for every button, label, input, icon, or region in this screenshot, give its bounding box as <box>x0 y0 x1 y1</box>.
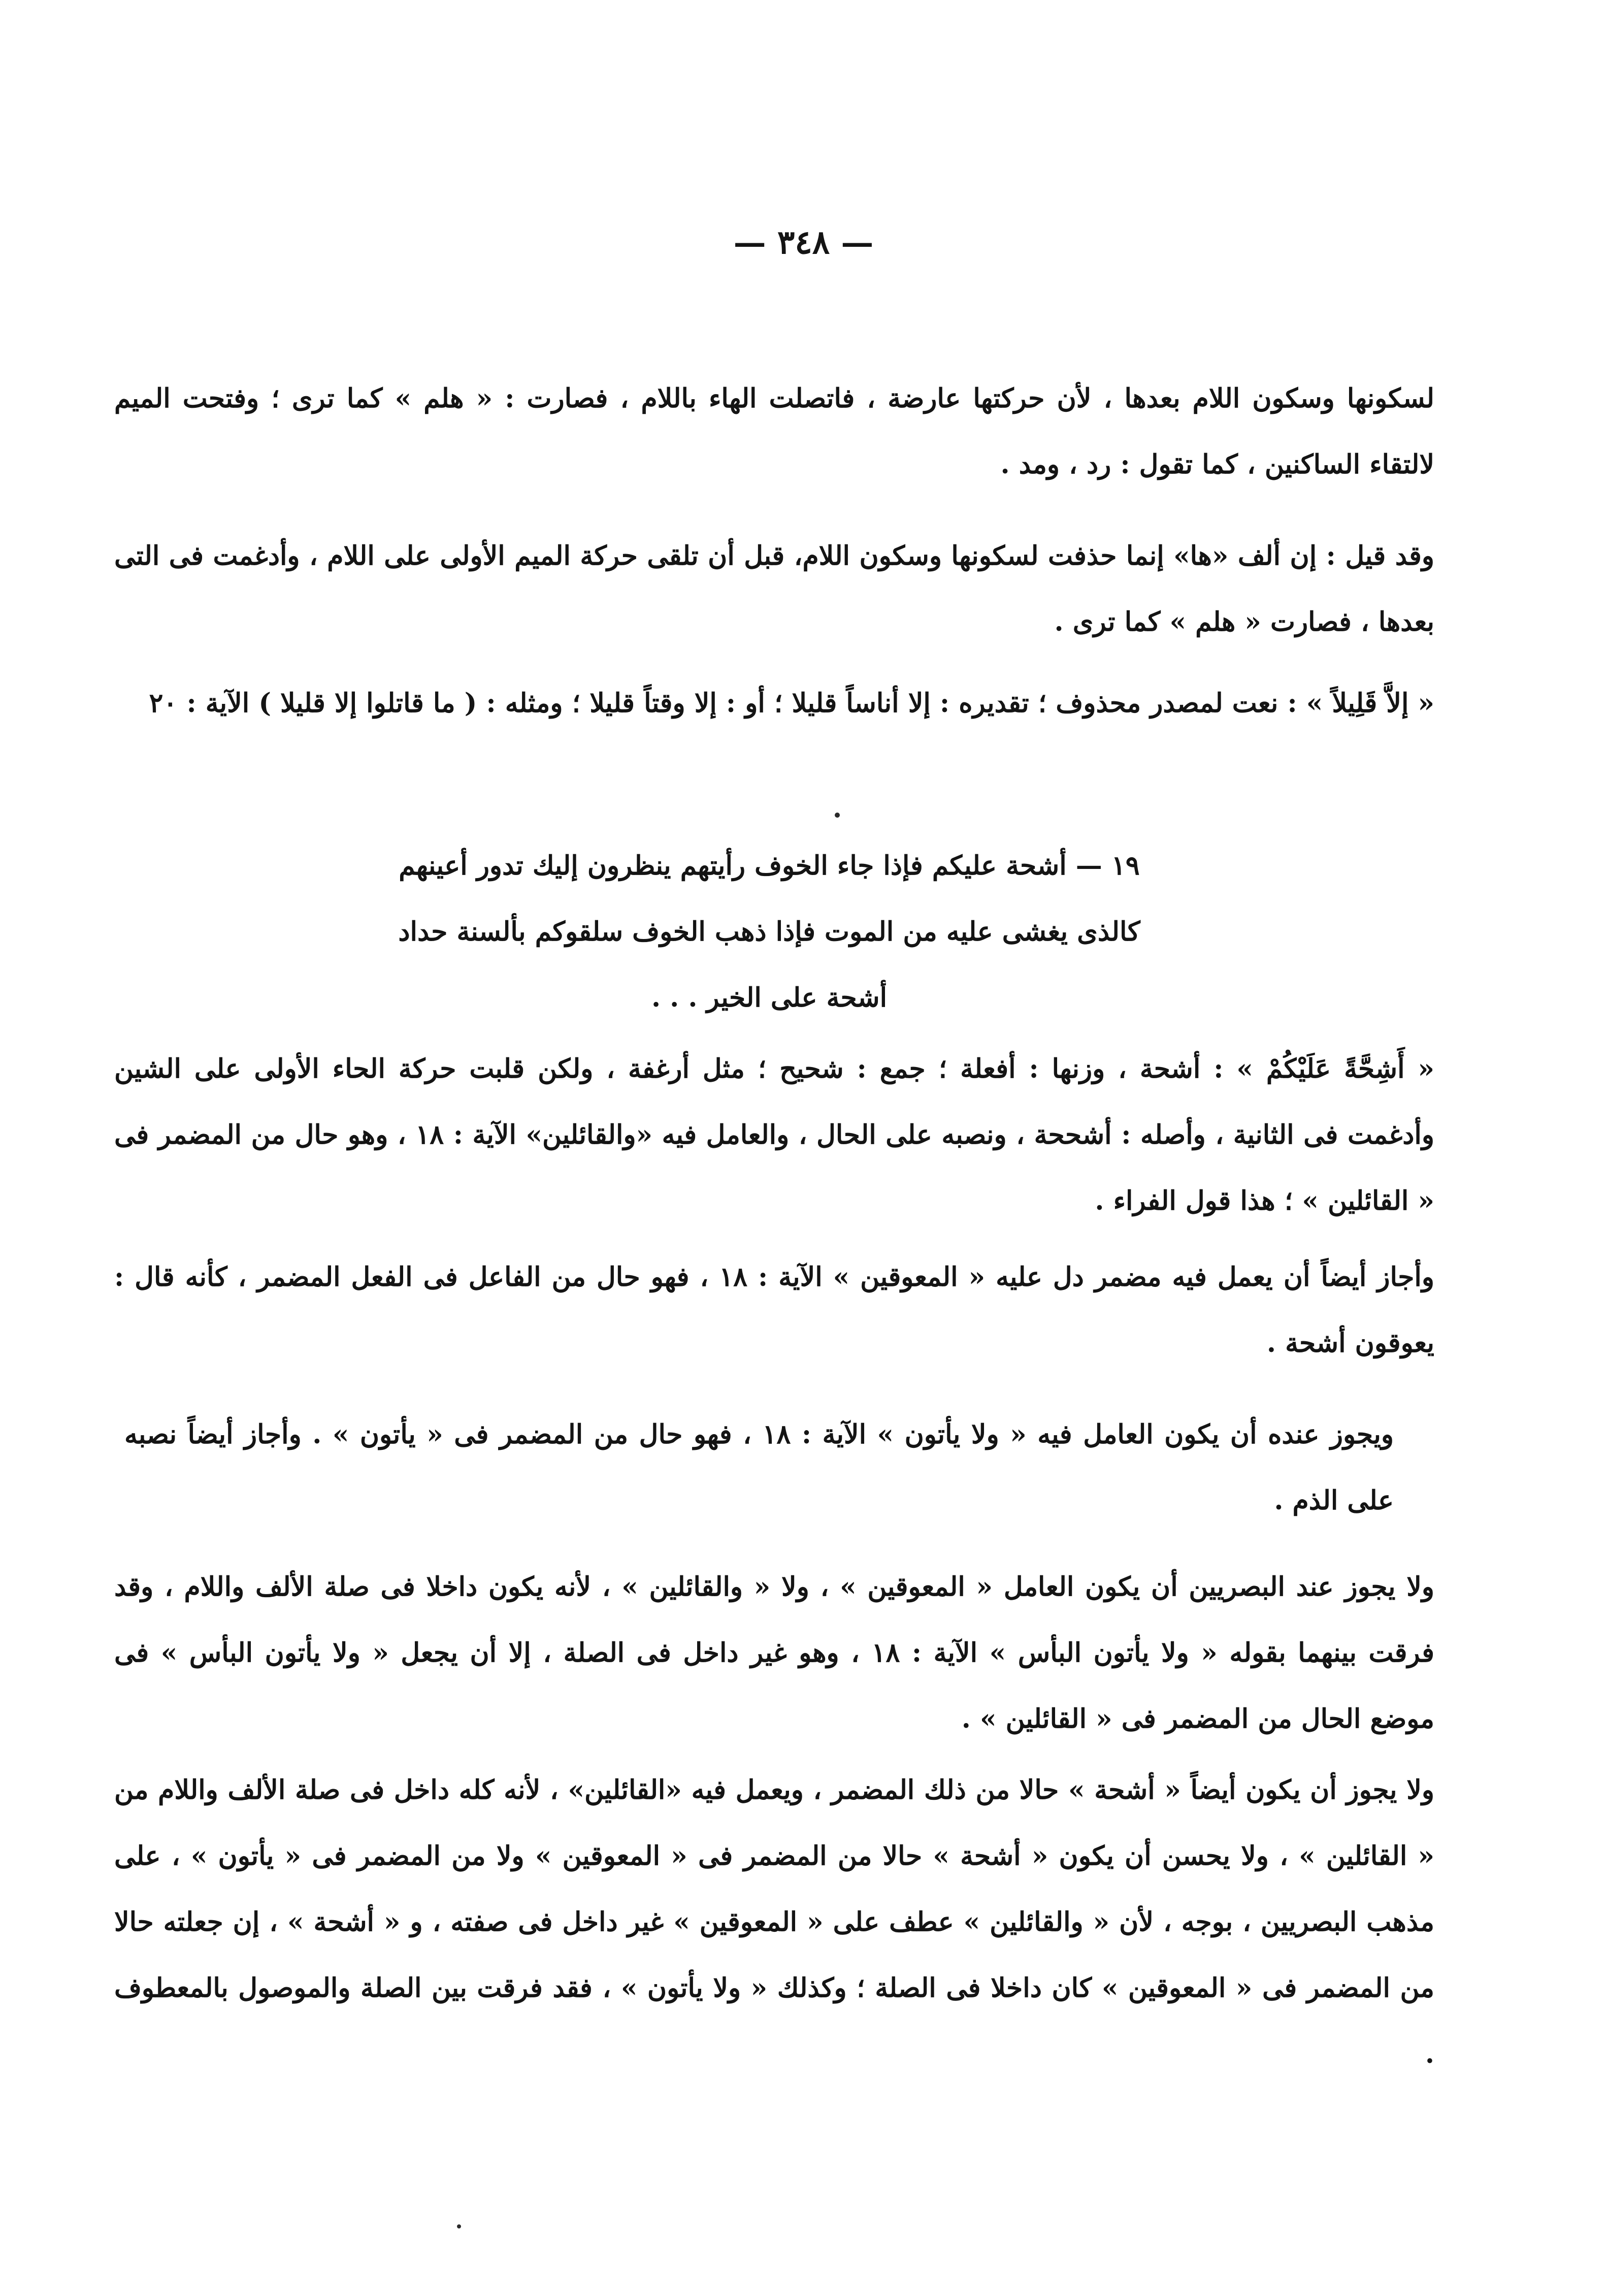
commentary-paragraph-3: ويجوز عنده أن يكون العامل فيه « ولا يأتون » الآية : ١٨ ، فهو حال من المضمر فى « يأتون » . وأجاز أيضاً نصبه على الذم . <box>124 1419 1394 1516</box>
commentary-paragraph-5: ولا يجوز أن يكون أيضاً « أشحة » حالا من ذلك المضمر ، ويعمل فيه «القائلين» ، لأنه كله داخل فى صلة الألف واللام من « القائلين » ، ولا يحسن أن يكون « أشحة » حالا من المضمر فى « المعوقين » ولا من المضمر فى « يأتون » ، على مذهب البصريين ، بوجه ، لأن « والقائلين » عطف على « المعوقين » غير داخل فى صفته ، و « أشحة » ، إن جعلته حالا من المضمر فى « المعوقين » كان داخلا فى الصلة ؛ وكذلك « ولا يأتون » ، فقد فرقت بين الصلة والموصول بالمعطوف . <box>114 1774 1434 2069</box>
paragraph-1: لسكونها وسكون اللام بعدها ، لأن حركتها عارضة ، فاتصلت الهاء باللام ، فصارت : « هلم » كما ترى ؛ وفتحت الميم لالتقاء الساكنين ، كما تقول : رد ، ومد . <box>114 383 1434 480</box>
paragraph-3: « إلاَّ قَلِيلاً » : نعت لمصدر محذوف ؛ تقديره : إلا أناساً قليلا ؛ أو : إلا وقتاً قليلا ؛ ومثله : ( ما قاتلوا إلا قليلا ) الآية : ٢٠ <box>149 688 1434 719</box>
paragraph-2: وقد قيل : إن ألف «ها» إنما حذفت لسكونها وسكون اللام، قبل أن تلقى حركة الميم الأولى على اللام ، وأدغمت فى التى بعدها ، فصارت « هلم » كما ترى . <box>114 540 1434 637</box>
verse-line-3: أشحة على الخير . . . <box>651 982 888 1013</box>
quranic-verse <box>388 833 1150 1031</box>
verse-line-1: ١٩ — أشحة عليكم فإذا جاء الخوف رأيتهم ينظرون إليك تدور أعينهم <box>399 850 1140 881</box>
commentary-paragraph-4: ولا يجوز عند البصريين أن يكون العامل « المعوقين » ، ولا « والقائلين » ، لأنه يكون داخلا فى صلة الألف واللام ، وقد فرقت بينهما بقوله « ولا يأتون البأس » الآية : ١٨ ، وهو غير داخل فى الصلة ، إلا أن يجعل « ولا يأتون البأس » فى موضع الحال من المضمر فى « القائلين » . <box>114 1571 1435 1734</box>
page-number: — ٣٤٨ — <box>733 223 874 262</box>
commentary-paragraph-1: « أَشِحَّةً عَلَيْكُمْ » : أشحة ، وزنها : أفعلة ؛ جمع : شحيح ؛ مثل أرغفة ، ولكن قلبت حركة الحاء الأولى على الشين وأدغمت فى الثانية ، وأصله : أشححة ، ونصبه على الحال ، والعامل فيه «والقائلين» الآية : ١٨ ، وهو حال من المضمر فى « القائلين » ؛ هذا قول الفراء . <box>114 1053 1434 1216</box>
commentary-paragraph-2: وأجاز أيضاً أن يعمل فيه مضمر دل عليه « المعوقين » الآية : ١٨ ، فهو حال من الفاعل فى الفعل المضمر ، كأنه قال : يعوقون أشحة . <box>114 1262 1434 1359</box>
ink-dot <box>835 813 840 818</box>
verse-line-2: كالذى يغشى عليه من الموت فإذا ذهب الخوف سلقوكم بألسنة حداد <box>398 916 1140 947</box>
ink-dot <box>457 2224 461 2228</box>
